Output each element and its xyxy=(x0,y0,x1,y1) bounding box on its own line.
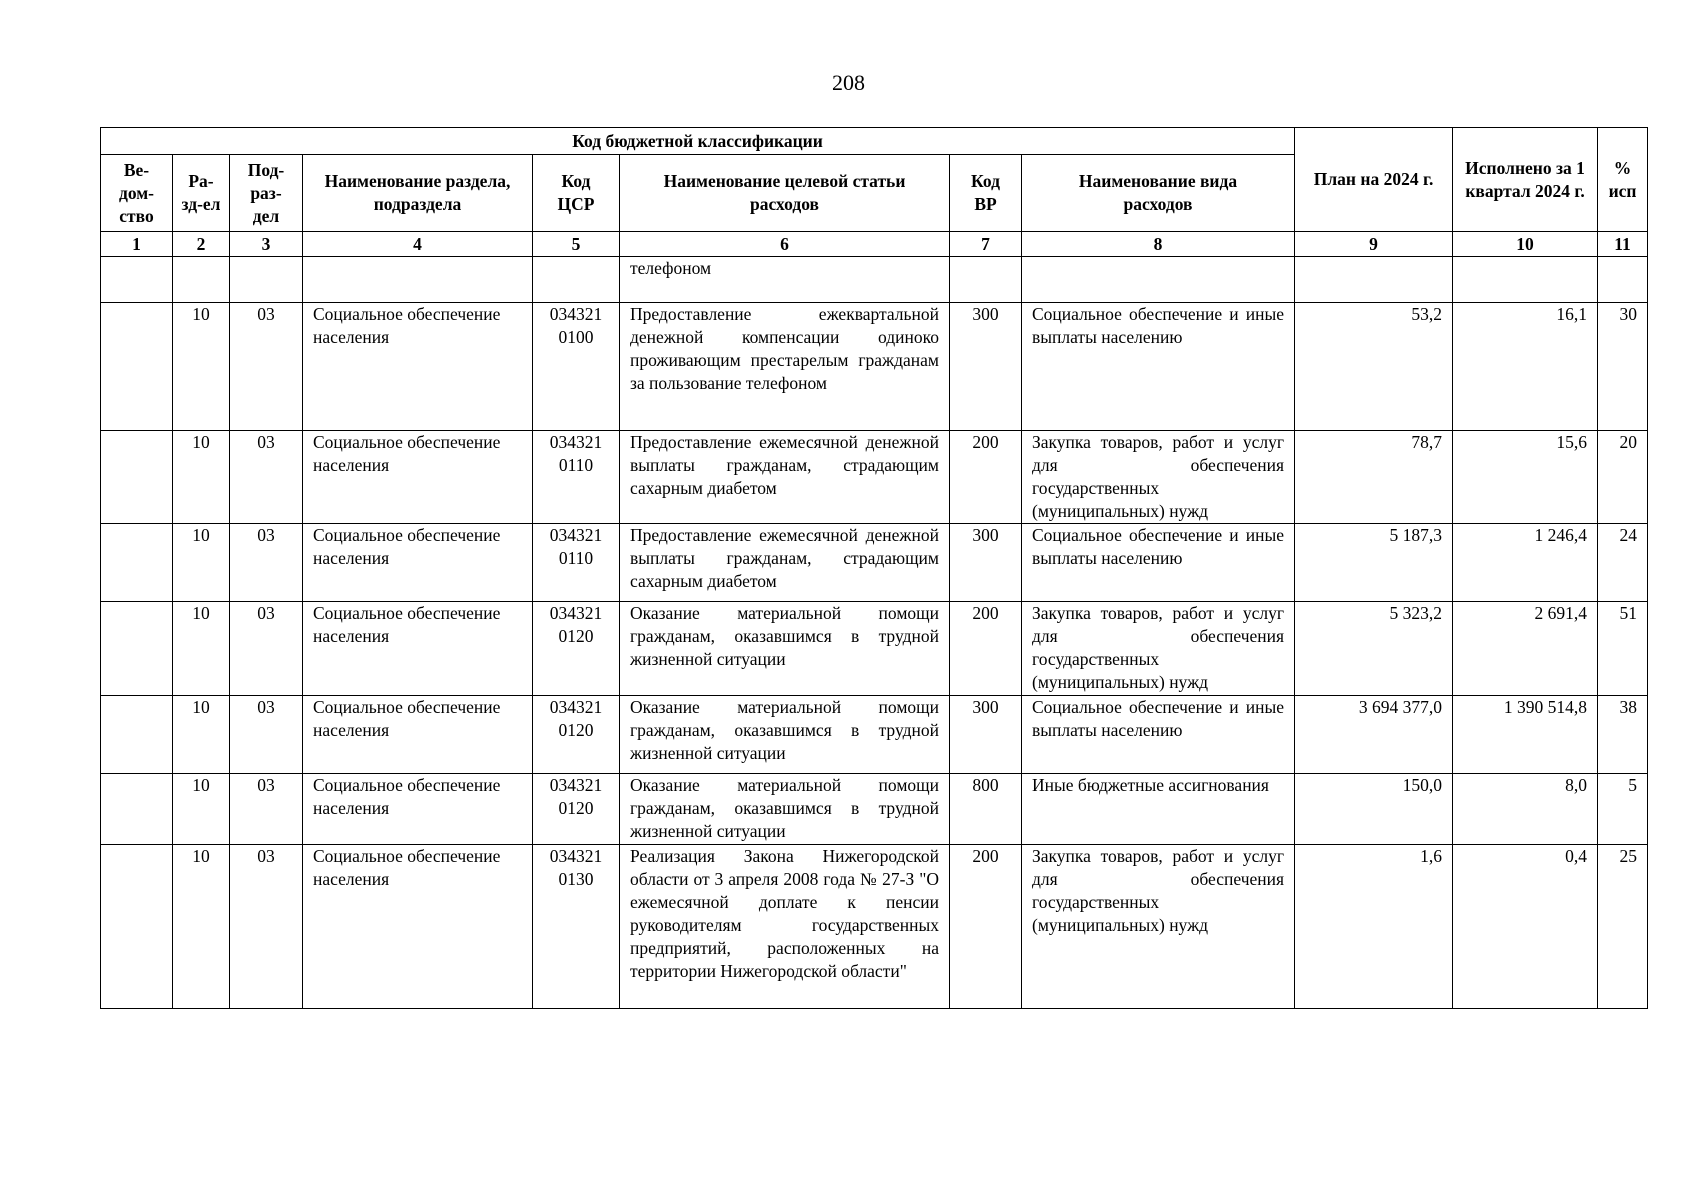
section-cell: 10 xyxy=(173,431,230,524)
target-name-cell: Оказание материальной помощи гражданам, оказавшимся в трудной жизненной ситуации xyxy=(620,602,950,696)
percent-header: % исп xyxy=(1598,128,1648,232)
budget-classification-header: Код бюджетной классификации xyxy=(101,128,1295,155)
csr-cell xyxy=(533,602,620,696)
target-name-cell: Оказание материальной помощи гражданам, оказавшимся в трудной жизненной ситуации xyxy=(620,696,950,774)
table-row xyxy=(101,774,1648,845)
expense-type-header: Наименование вида расходов xyxy=(1022,155,1295,232)
dept-cell xyxy=(101,602,173,696)
col-number-5: 5 xyxy=(533,232,620,257)
percent-cell: 5 xyxy=(1598,774,1648,845)
section-cell: 10 xyxy=(173,845,230,1009)
csr-cell xyxy=(533,303,620,431)
col-number-2: 2 xyxy=(173,232,230,257)
percent-cell: 24 xyxy=(1598,524,1648,602)
executed-cell: 0,4 xyxy=(1453,845,1598,1009)
table-row xyxy=(101,524,1648,602)
csr-code-part-1: 034321 xyxy=(549,304,603,324)
col-number-6: 6 xyxy=(620,232,950,257)
csr-code-part-2: 0120 xyxy=(558,720,594,740)
csr-code-part-1: 034321 xyxy=(549,525,603,545)
vr-cell: 200 xyxy=(950,602,1022,696)
vr-cell: 300 xyxy=(950,303,1022,431)
subsection-cell: 03 xyxy=(230,431,303,524)
table-row xyxy=(101,303,1648,431)
section-name-cell: Социальное обеспечение населения xyxy=(303,431,533,524)
csr-code-part-2: 0110 xyxy=(558,548,594,568)
section-cell: 10 xyxy=(173,602,230,696)
dept-cell xyxy=(101,696,173,774)
target-name-cell: Предоставление ежемесячной денежной выплаты гражданам, страдающим сахарным диабетом xyxy=(620,431,950,524)
executed-cell: 16,1 xyxy=(1453,303,1598,431)
budget-table xyxy=(100,127,1648,1009)
target-name-cell: Предоставление ежемесячной денежной выплаты гражданам, страдающим сахарным диабетом xyxy=(620,524,950,602)
executed-cell: 1 390 514,8 xyxy=(1453,696,1598,774)
csr-cell xyxy=(533,696,620,774)
target-name-cell: Реализация Закона Нижегородской области от 3 апреля 2008 года № 27-З "О ежемесячной доплате к пенсии руководителям государственных предприятий, расположенных на территории Нижегородской области" xyxy=(620,845,950,1009)
target-name-cell: Оказание материальной помощи гражданам, оказавшимся в трудной жизненной ситуации xyxy=(620,774,950,845)
csr-header: Код ЦСР xyxy=(533,155,620,232)
plan-cell: 5 323,2 xyxy=(1295,602,1453,696)
vr-header: Код ВР xyxy=(950,155,1022,232)
vr-cell: 800 xyxy=(950,774,1022,845)
csr-code-part-2: 0120 xyxy=(558,798,594,818)
expense-type-cell: Социальное обеспечение и иные выплаты населению xyxy=(1022,524,1295,602)
table-row xyxy=(101,431,1648,524)
percent-cell: 30 xyxy=(1598,303,1648,431)
executed-header: Исполнено за 1 квартал 2024 г. xyxy=(1453,128,1598,232)
executed-cell: 8,0 xyxy=(1453,774,1598,845)
table-row xyxy=(101,845,1648,1009)
col-number-7: 7 xyxy=(950,232,1022,257)
percent-cell: 51 xyxy=(1598,602,1648,696)
plan-cell: 150,0 xyxy=(1295,774,1453,845)
csr-code-part-1: 034321 xyxy=(549,432,603,452)
csr-cell xyxy=(533,774,620,845)
csr-cell xyxy=(533,845,620,1009)
csr-cell xyxy=(533,524,620,602)
subsection-cell: 03 xyxy=(230,774,303,845)
csr-code-part-1: 034321 xyxy=(549,775,603,795)
csr-cell xyxy=(533,431,620,524)
dept-cell xyxy=(101,303,173,431)
vr-cell: 300 xyxy=(950,696,1022,774)
plan-header: План на 2024 г. xyxy=(1295,128,1453,232)
table-row xyxy=(101,696,1648,774)
subsection-cell: 03 xyxy=(230,696,303,774)
subsection-cell: 03 xyxy=(230,845,303,1009)
continuation-row xyxy=(101,257,1648,303)
col-number-9: 9 xyxy=(1295,232,1453,257)
section-name-cell: Социальное обеспечение населения xyxy=(303,774,533,845)
expense-type-cell: Закупка товаров, работ и услуг для обеспечения государственных (муниципальных) нужд xyxy=(1022,431,1295,524)
dept-cell xyxy=(101,774,173,845)
csr-code-part-1: 034321 xyxy=(549,846,603,866)
section-header: Ра-зд-ел xyxy=(173,155,230,232)
csr-code-part-1: 034321 xyxy=(549,697,603,717)
percent-cell: 20 xyxy=(1598,431,1648,524)
table-row xyxy=(101,602,1648,696)
expense-type-cell: Иные бюджетные ассигнования xyxy=(1022,774,1295,845)
dept-header: Ве-дом-ство xyxy=(101,155,173,232)
csr-code-part-2: 0100 xyxy=(558,327,594,347)
plan-cell: 1,6 xyxy=(1295,845,1453,1009)
page-number: 208 xyxy=(832,70,865,95)
subsection-cell: 03 xyxy=(230,524,303,602)
section-name-cell: Социальное обеспечение населения xyxy=(303,696,533,774)
executed-cell: 2 691,4 xyxy=(1453,602,1598,696)
csr-code-part-2: 0130 xyxy=(558,869,594,889)
expense-type-cell: Социальное обеспечение и иные выплаты населению xyxy=(1022,303,1295,431)
plan-cell: 3 694 377,0 xyxy=(1295,696,1453,774)
col-number-11: 11 xyxy=(1598,232,1648,257)
csr-code-part-2: 0120 xyxy=(558,626,594,646)
plan-cell: 5 187,3 xyxy=(1295,524,1453,602)
dept-cell xyxy=(101,524,173,602)
subsection-header: Под-раз-дел xyxy=(230,155,303,232)
csr-code-part-1: 034321 xyxy=(549,603,603,623)
col-number-10: 10 xyxy=(1453,232,1598,257)
target-name-cell: Предоставление ежеквартальной денежной компенсации одиноко проживающим престарелым гражданам за пользование телефоном xyxy=(620,303,950,431)
expense-type-cell: Закупка товаров, работ и услуг для обеспечения государственных (муниципальных) нужд xyxy=(1022,602,1295,696)
percent-cell: 25 xyxy=(1598,845,1648,1009)
subsection-cell: 03 xyxy=(230,303,303,431)
section-cell: 10 xyxy=(173,524,230,602)
target-name-cell: телефоном xyxy=(620,257,950,303)
col-number-8: 8 xyxy=(1022,232,1295,257)
col-number-4: 4 xyxy=(303,232,533,257)
col-number-3: 3 xyxy=(230,232,303,257)
vr-cell: 200 xyxy=(950,845,1022,1009)
section-cell: 10 xyxy=(173,303,230,431)
percent-cell: 38 xyxy=(1598,696,1648,774)
section-cell: 10 xyxy=(173,696,230,774)
dept-cell xyxy=(101,845,173,1009)
plan-cell: 53,2 xyxy=(1295,303,1453,431)
executed-cell: 15,6 xyxy=(1453,431,1598,524)
section-name-cell: Социальное обеспечение населения xyxy=(303,845,533,1009)
section-cell: 10 xyxy=(173,774,230,845)
target-name-header: Наименование целевой статьи расходов xyxy=(620,155,950,232)
section-name-header: Наименование раздела, подраздела xyxy=(303,155,533,232)
section-name-cell: Социальное обеспечение населения xyxy=(303,602,533,696)
subsection-cell: 03 xyxy=(230,602,303,696)
vr-cell: 300 xyxy=(950,524,1022,602)
section-name-cell: Социальное обеспечение населения xyxy=(303,303,533,431)
expense-type-cell: Закупка товаров, работ и услуг для обеспечения государственных (муниципальных) нужд xyxy=(1022,845,1295,1009)
csr-code-part-2: 0110 xyxy=(558,455,594,475)
col-number-1: 1 xyxy=(101,232,173,257)
vr-cell: 200 xyxy=(950,431,1022,524)
executed-cell: 1 246,4 xyxy=(1453,524,1598,602)
section-name-cell: Социальное обеспечение населения xyxy=(303,524,533,602)
expense-type-cell: Социальное обеспечение и иные выплаты населению xyxy=(1022,696,1295,774)
plan-cell: 78,7 xyxy=(1295,431,1453,524)
dept-cell xyxy=(101,431,173,524)
